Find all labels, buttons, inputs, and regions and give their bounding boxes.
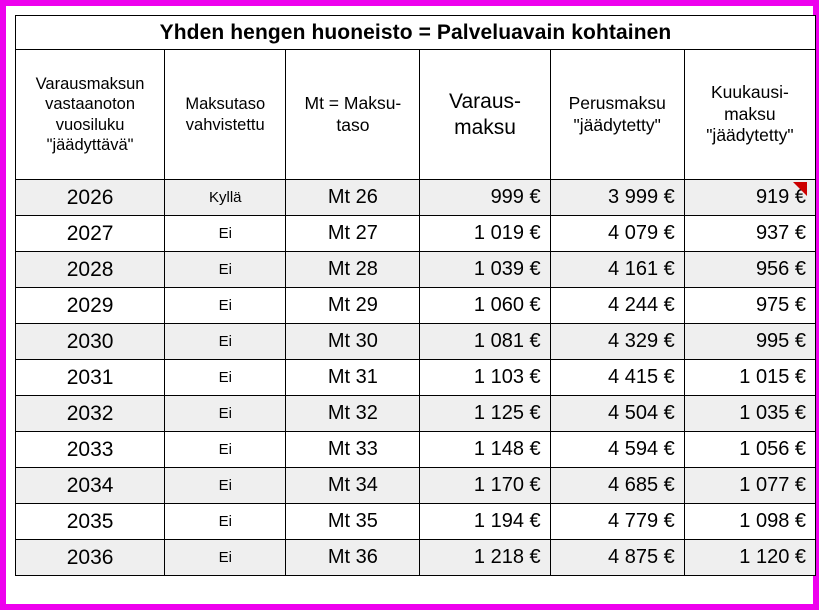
cell-monthly-fee: 1 120 € xyxy=(684,540,815,576)
cell-booking-fee: 1 019 € xyxy=(420,216,550,252)
cell-confirmed: Ei xyxy=(165,396,286,432)
cell-booking-fee: 1 060 € xyxy=(420,288,550,324)
column-header-monthly-fee xyxy=(684,50,815,180)
table-row xyxy=(16,252,816,288)
cell-level: Mt 27 xyxy=(286,216,420,252)
table-row xyxy=(16,432,816,468)
table-row xyxy=(16,468,816,504)
cell-level: Mt 32 xyxy=(286,396,420,432)
cell-level: Mt 30 xyxy=(286,324,420,360)
column-header-level xyxy=(286,50,420,180)
column-header-booking-year xyxy=(16,50,165,180)
cell-year: 2027 xyxy=(16,216,165,252)
header-line: Perusmaksu xyxy=(568,93,666,114)
cell-level: Mt 28 xyxy=(286,252,420,288)
header-line: taso xyxy=(336,114,370,135)
cell-base-fee: 4 875 € xyxy=(550,540,684,576)
cell-monthly-fee: 995 € xyxy=(684,324,815,360)
cell-monthly-fee: 1 015 € xyxy=(684,360,815,396)
cell-booking-fee: 1 170 € xyxy=(420,468,550,504)
page-title: Yhden hengen huoneisto = Palveluavain kohtainen xyxy=(16,16,816,50)
cell-year: 2030 xyxy=(16,324,165,360)
header-row xyxy=(16,50,816,180)
cell-level: Mt 34 xyxy=(286,468,420,504)
cell-confirmed: Ei xyxy=(165,360,286,396)
cell-booking-fee: 1 218 € xyxy=(420,540,550,576)
header-line: "jäädytetty" xyxy=(706,125,794,146)
cell-year: 2035 xyxy=(16,504,165,540)
column-header-booking-fee xyxy=(420,50,550,180)
cell-confirmed: Ei xyxy=(165,252,286,288)
cell-level: Mt 35 xyxy=(286,504,420,540)
cell-year: 2028 xyxy=(16,252,165,288)
cell-confirmed: Ei xyxy=(165,504,286,540)
header-line: Kuukausi- xyxy=(710,82,789,103)
cell-level: Mt 36 xyxy=(286,540,420,576)
cell-booking-fee: 1 039 € xyxy=(420,252,550,288)
cell-monthly-fee: 975 € xyxy=(684,288,815,324)
header-line: Varausmaksun xyxy=(35,75,145,94)
column-header-base-fee xyxy=(550,50,684,180)
cell-monthly-fee: 1 098 € xyxy=(684,504,815,540)
header-line: vahvistettu xyxy=(185,115,265,134)
column-header-confirmed xyxy=(165,50,286,180)
cell-base-fee: 4 504 € xyxy=(550,396,684,432)
table-row xyxy=(16,180,816,216)
cell-level: Mt 31 xyxy=(286,360,420,396)
table-row xyxy=(16,288,816,324)
cell-confirmed: Kyllä xyxy=(165,180,286,216)
cell-year: 2033 xyxy=(16,432,165,468)
header-line: maksu xyxy=(454,115,516,139)
cell-confirmed: Ei xyxy=(165,468,286,504)
cell-confirmed: Ei xyxy=(165,324,286,360)
corner-marker-icon xyxy=(793,182,807,196)
cell-base-fee: 4 779 € xyxy=(550,504,684,540)
table-row xyxy=(16,324,816,360)
cell-base-fee: 4 244 € xyxy=(550,288,684,324)
cell-monthly-fee: 956 € xyxy=(684,252,815,288)
cell-confirmed: Ei xyxy=(165,540,286,576)
cell-monthly-fee: 919 € xyxy=(684,180,815,216)
cell-year: 2026 xyxy=(16,180,165,216)
cell-monthly-fee: 1 056 € xyxy=(684,432,815,468)
cell-confirmed: Ei xyxy=(165,432,286,468)
cell-confirmed: Ei xyxy=(165,216,286,252)
cell-level: Mt 29 xyxy=(286,288,420,324)
table-row xyxy=(16,360,816,396)
table-row xyxy=(16,396,816,432)
cell-year: 2032 xyxy=(16,396,165,432)
cell-booking-fee: 1 081 € xyxy=(420,324,550,360)
header-line: vuosiluku xyxy=(55,115,125,134)
cell-booking-fee: 999 € xyxy=(420,180,550,216)
cell-monthly-fee: 937 € xyxy=(684,216,815,252)
header-line: Maksutaso xyxy=(185,95,266,114)
header-line: "jäädyttävä" xyxy=(46,135,134,154)
cell-booking-fee: 1 194 € xyxy=(420,504,550,540)
header-line: "jäädytetty" xyxy=(573,114,661,135)
cell-year: 2031 xyxy=(16,360,165,396)
cell-base-fee: 4 161 € xyxy=(550,252,684,288)
cell-level: Mt 26 xyxy=(286,180,420,216)
cell-year: 2034 xyxy=(16,468,165,504)
header-line: vastaanoton xyxy=(45,95,136,114)
table-row xyxy=(16,216,816,252)
cell-booking-fee: 1 125 € xyxy=(420,396,550,432)
cell-level: Mt 33 xyxy=(286,432,420,468)
cell-monthly-fee: 1 077 € xyxy=(684,468,815,504)
table-row xyxy=(16,504,816,540)
cell-base-fee: 4 685 € xyxy=(550,468,684,504)
title-row xyxy=(16,16,816,50)
cell-year: 2029 xyxy=(16,288,165,324)
cell-booking-fee: 1 148 € xyxy=(420,432,550,468)
header-line: Varaus- xyxy=(449,89,522,113)
table-row xyxy=(16,540,816,576)
cell-year: 2036 xyxy=(16,540,165,576)
fee-table xyxy=(15,15,816,576)
cell-base-fee: 4 415 € xyxy=(550,360,684,396)
cell-base-fee: 4 079 € xyxy=(550,216,684,252)
cell-base-fee: 4 329 € xyxy=(550,324,684,360)
header-line: maksu xyxy=(724,103,776,124)
cell-monthly-fee: 1 035 € xyxy=(684,396,815,432)
cell-booking-fee: 1 103 € xyxy=(420,360,550,396)
cell-confirmed: Ei xyxy=(165,288,286,324)
cell-base-fee: 4 594 € xyxy=(550,432,684,468)
cell-base-fee: 3 999 € xyxy=(550,180,684,216)
document-inner xyxy=(12,12,807,598)
header-line: Mt = Maksu- xyxy=(304,93,402,114)
